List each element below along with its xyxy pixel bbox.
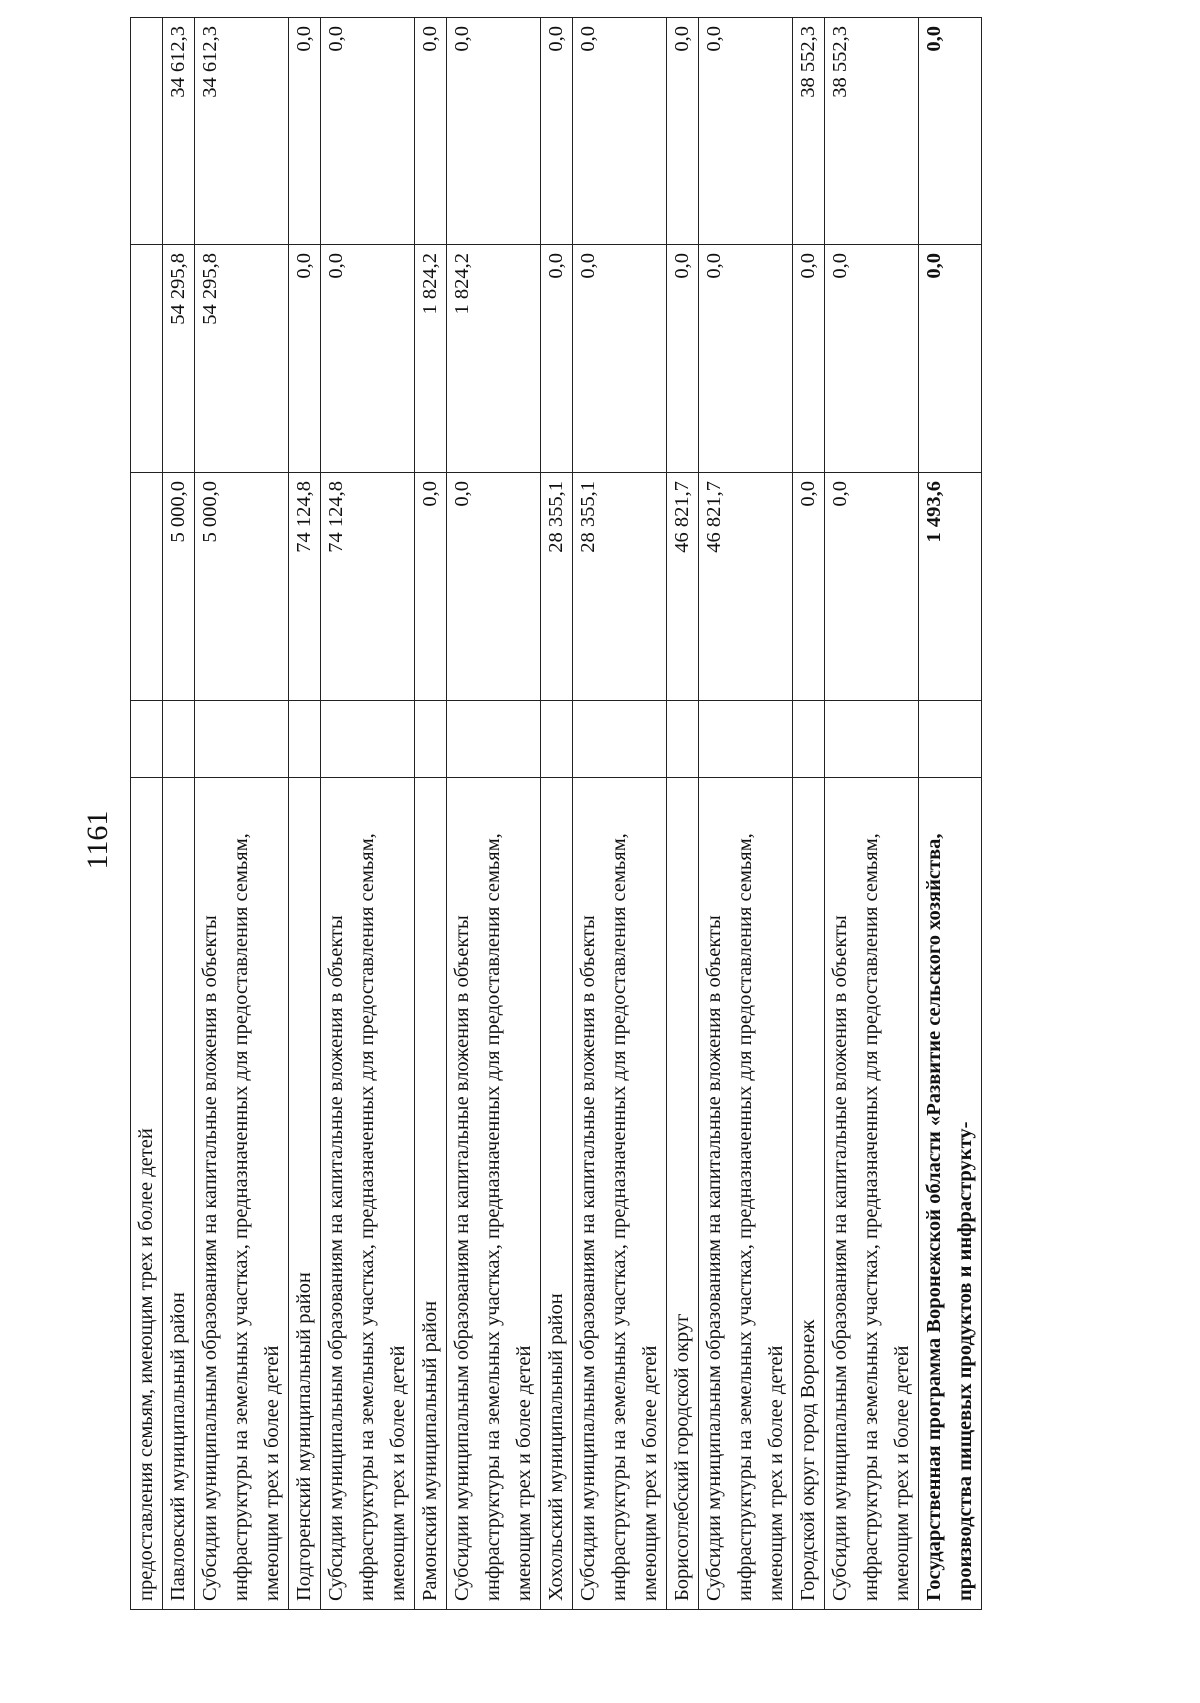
blank-cell [919, 701, 982, 778]
table-row [573, 18, 667, 1610]
table-row [825, 18, 919, 1610]
table-row [919, 18, 982, 1610]
row-name: Субсидии муниципальным образованиям на капитальные вложения в объекты инфраструктуры на земельных участках, предназначенных для предоставления семьям, имеющим трех и более детей [573, 778, 667, 1610]
value-cell: 0,0 [447, 18, 541, 245]
blank-cell [573, 701, 667, 778]
value-cell: 0,0 [289, 18, 321, 245]
value-cell: 0,0 [667, 245, 699, 473]
value-cell: 54 295,8 [195, 245, 289, 473]
table-row [541, 18, 573, 1610]
value-cell: 34 612,3 [195, 18, 289, 245]
row-name: Субсидии муниципальным образованиям на капитальные вложения в объекты инфраструктуры на земельных участках, предназначенных для предоставления семьям, имеющим трех и более детей [825, 778, 919, 1610]
blank-cell [163, 701, 195, 778]
row-name: Рамонский муниципальный район [415, 778, 447, 1610]
blank-cell [825, 701, 919, 778]
value-cell: 1 824,2 [447, 245, 541, 473]
value-cell: 0,0 [825, 245, 919, 473]
value-cell: 0,0 [447, 473, 541, 701]
value-cell [131, 245, 163, 473]
value-cell: 0,0 [699, 245, 793, 473]
blank-cell [793, 701, 825, 778]
value-cell: 0,0 [321, 245, 415, 473]
blank-cell [699, 701, 793, 778]
blank-cell [131, 701, 163, 778]
value-cell: 5 000,0 [195, 473, 289, 701]
table-row [131, 18, 163, 1610]
row-name: Хохольский муниципальный район [541, 778, 573, 1610]
value-cell: 0,0 [793, 473, 825, 701]
row-name: Городской округ город Воронеж [793, 778, 825, 1610]
value-cell: 0,0 [573, 18, 667, 245]
row-name: Субсидии муниципальным образованиям на капитальные вложения в объекты инфраструктуры на земельных участках, предназначенных для предоставления семьям, имеющим трех и более детей [447, 778, 541, 1610]
table-row [163, 18, 195, 1610]
value-cell: 0,0 [793, 245, 825, 473]
value-cell: 46 821,7 [667, 473, 699, 701]
table-row [447, 18, 541, 1610]
value-cell: 1 493,6 [919, 473, 982, 701]
table-row [793, 18, 825, 1610]
row-name: Субсидии муниципальным образованиям на капитальные вложения в объекты инфраструктуры на земельных участках, предназначенных для предоставления семьям, имеющим трех и более детей [699, 778, 793, 1610]
value-cell: 74 124,8 [289, 473, 321, 701]
table-row [289, 18, 321, 1610]
value-cell: 46 821,7 [699, 473, 793, 701]
table-row [699, 18, 793, 1610]
blank-cell [415, 701, 447, 778]
row-name: Подгоренский муниципальный район [289, 778, 321, 1610]
value-cell: 54 295,8 [163, 245, 195, 473]
value-cell: 0,0 [825, 473, 919, 701]
value-cell: 0,0 [699, 18, 793, 245]
budget-table [130, 17, 982, 1610]
value-cell: 0,0 [415, 473, 447, 701]
rotated-table-container [130, 26, 976, 1610]
value-cell: 0,0 [919, 245, 982, 473]
value-cell: 0,0 [541, 245, 573, 473]
value-cell: 38 552,3 [793, 18, 825, 245]
value-cell: 0,0 [321, 18, 415, 245]
table-viewport [130, 26, 976, 1610]
table-row [415, 18, 447, 1610]
blank-cell [289, 701, 321, 778]
value-cell [131, 473, 163, 701]
table-row [195, 18, 289, 1610]
row-name: Павловский муниципальный район [163, 778, 195, 1610]
value-cell: 0,0 [919, 18, 982, 245]
row-name: Субсидии муниципальным образованиям на капитальные вложения в объекты инфраструктуры на земельных участках, предназначенных для предоставления семьям, имеющим трех и более детей [321, 778, 415, 1610]
row-name: Государственная программа Воронежской области «Развитие сельского хозяйства, производства пищевых продуктов и инфраструкту- [919, 778, 982, 1610]
value-cell: 0,0 [541, 18, 573, 245]
value-cell: 28 355,1 [541, 473, 573, 701]
blank-cell [541, 701, 573, 778]
value-cell: 0,0 [289, 245, 321, 473]
value-cell: 1 824,2 [415, 245, 447, 473]
value-cell [131, 18, 163, 245]
table-row [667, 18, 699, 1610]
blank-cell [321, 701, 415, 778]
blank-cell [667, 701, 699, 778]
row-name: Субсидии муниципальным образованиям на капитальные вложения в объекты инфраструктуры на земельных участках, предназначенных для предоставления семьям, имеющим трех и более детей [195, 778, 289, 1610]
value-cell: 5 000,0 [163, 473, 195, 701]
value-cell: 74 124,8 [321, 473, 415, 701]
row-name: предоставления семьям, имеющим трех и более детей [131, 778, 163, 1610]
row-name: Борисоглебский городской округ [667, 778, 699, 1610]
blank-cell [195, 701, 289, 778]
value-cell: 38 552,3 [825, 18, 919, 245]
page-number: 1161 [81, 810, 114, 870]
value-cell: 0,0 [573, 245, 667, 473]
value-cell: 28 355,1 [573, 473, 667, 701]
value-cell: 34 612,3 [163, 18, 195, 245]
value-cell: 0,0 [415, 18, 447, 245]
value-cell: 0,0 [667, 18, 699, 245]
blank-cell [447, 701, 541, 778]
table-row [321, 18, 415, 1610]
